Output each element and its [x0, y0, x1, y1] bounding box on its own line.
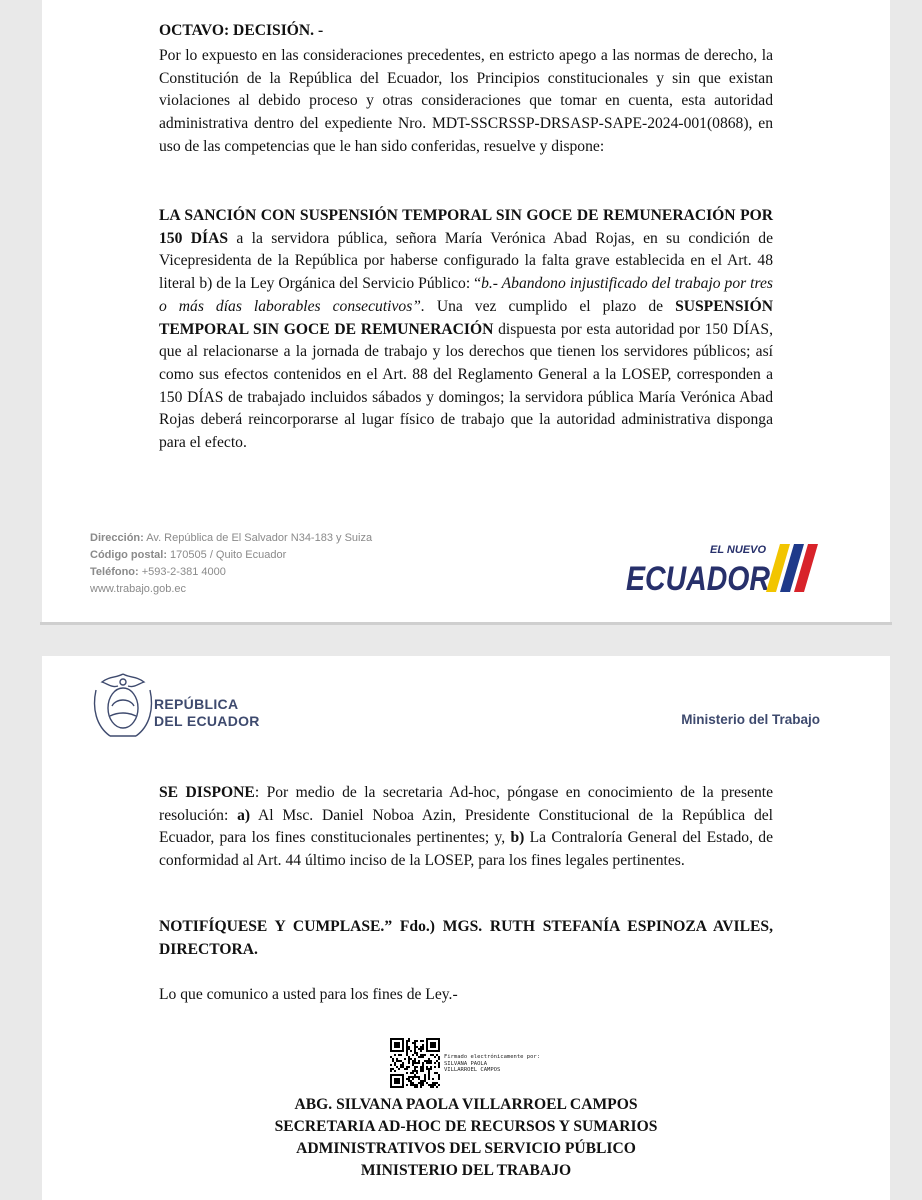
- section-heading: OCTAVO: DECISIÓN. -: [159, 22, 324, 39]
- dispone-item-b: b): [510, 829, 525, 847]
- address-value: Av. República de El Salvador N34-183 y Suiza: [143, 532, 373, 544]
- website-link: www.trabajo.gob.ec: [90, 583, 186, 595]
- svg-text:ECUADOR: ECUADOR: [626, 560, 771, 598]
- signature-title-3: MINISTERIO DEL TRABAJO: [360, 1162, 572, 1179]
- sanction-quote: b.- Abandono injustificado del trabajo por tres o más días laborables consecutivos”.: [159, 275, 773, 315]
- svg-text:EL NUEVO: EL NUEVO: [710, 544, 767, 556]
- republica-line-2: DEL ECUADOR: [154, 713, 260, 729]
- ministry-name: Ministerio del Trabajo: [681, 712, 820, 727]
- sanction-title: LA SANCIÓN CON SUSPENSIÓN TEMPORAL SIN GOCE DE REMUNERACIÓN POR 150 DÍAS: [159, 207, 773, 247]
- dispone-text-2: Al Msc. Daniel Noboa Azin, Presidente Constitucional de la República del Ecuador, para los fines constitucionales pertinentes; y,: [159, 806, 774, 847]
- footer-address: [90, 530, 372, 598]
- dispone-paragraph: [159, 782, 773, 873]
- notifiquese-paragraph: NOTIFÍQUESE Y CUMPLASE.” Fdo.) MGS. RUTH STEFANÍA ESPINOZA AVILES, DIRECTORA.: [159, 918, 773, 958]
- document-page-2: [42, 656, 890, 1200]
- dispone-item-a: a): [237, 806, 251, 824]
- ecuador-logo-graphic: [624, 538, 824, 598]
- republica-line-1: REPÚBLICA: [154, 696, 239, 712]
- el-nuevo-ecuador-logo: [624, 538, 824, 598]
- address-label: Dirección:: [90, 532, 144, 544]
- signature-name: ABG. SILVANA PAOLA VILLARROEL CAMPOS: [294, 1096, 638, 1113]
- phone-value: +593-2-381 4000: [138, 566, 226, 578]
- dispone-text-1: : Por medio de la secretaria Ad-hoc, póngase en conocimiento de la presente resolución:: [159, 784, 773, 824]
- sanction-paragraph: [159, 205, 773, 455]
- dispone-label: SE DISPONE: [159, 784, 255, 801]
- dispone-text-3: La Contraloría General del Estado, de conformidad al Art. 44 último inciso de la LOSEP, para los fines legales pertinentes.: [159, 829, 773, 870]
- sanction-text-3: dispuesta por esta autoridad por 150 DÍAS, que al relacionarse a la jornada de trabajo y los derechos que tienen los servidores públicos; así como sus efectos contenidos en el Art. 88 del Reglamento General a la LOSEP, corresponden a 150 DÍAS de trabajado incluidos sábados y domingos; la servidora pública María Verónica Abad Rojas deberá reincorporarse al lugar físico de trabajo que la autoridad administrativa disponga para el efecto.: [159, 320, 773, 452]
- signature-block: [192, 1094, 740, 1182]
- sanction-bold-2: SUSPENSIÓN TEMPORAL SIN GOCE DE REMUNERACIÓN: [159, 297, 773, 338]
- postal-label: Código postal:: [90, 549, 167, 561]
- signature-title-2: ADMINISTRATIVOS DEL SERVICIO PÚBLICO: [296, 1140, 636, 1157]
- document-page-1: [42, 0, 890, 622]
- sanction-text-1: a la servidora pública, señora María Verónica Abad Rojas, en su condición de Vicepresidenta de la República por haberse configurado la falta grave establecida en el Art. 48 literal b) de la Ley Orgánica del Servicio Público: “: [159, 229, 773, 293]
- republica-wordmark: [154, 696, 260, 730]
- decision-paragraph: Por lo expuesto en las consideraciones precedentes, en estricto apego a las normas de derecho, la Constitución de la República del Ecuador, los Principios constitucionales y sin que existan violaciones al debido proceso y otras consideraciones que tomar en cuenta, esta autoridad administrativa dentro del expediente Nro. MDT-SSCRSSP-DRSASP-SAPE-2024-001(0868), en uso de las competencias que le han sido conferidas, resuelve y dispone:: [159, 47, 773, 155]
- comunico-paragraph: Lo que comunico a usted para los fines de Ley.-: [159, 986, 458, 1003]
- signature-title-1: SECRETARIA AD-HOC DE RECURSOS Y SUMARIOS: [274, 1118, 658, 1135]
- sanction-text-2: Una vez cumplido el plazo de: [424, 297, 676, 315]
- postal-value: 170505 / Quito Ecuador: [167, 549, 287, 561]
- e-signature-caption: Firmado electrónicamente por: SILVANA PAOLA VILLARROEL CAMPOS: [444, 1054, 541, 1073]
- phone-label: Teléfono:: [90, 566, 139, 578]
- page-divider: [40, 622, 892, 625]
- qr-code-icon: [390, 1038, 440, 1088]
